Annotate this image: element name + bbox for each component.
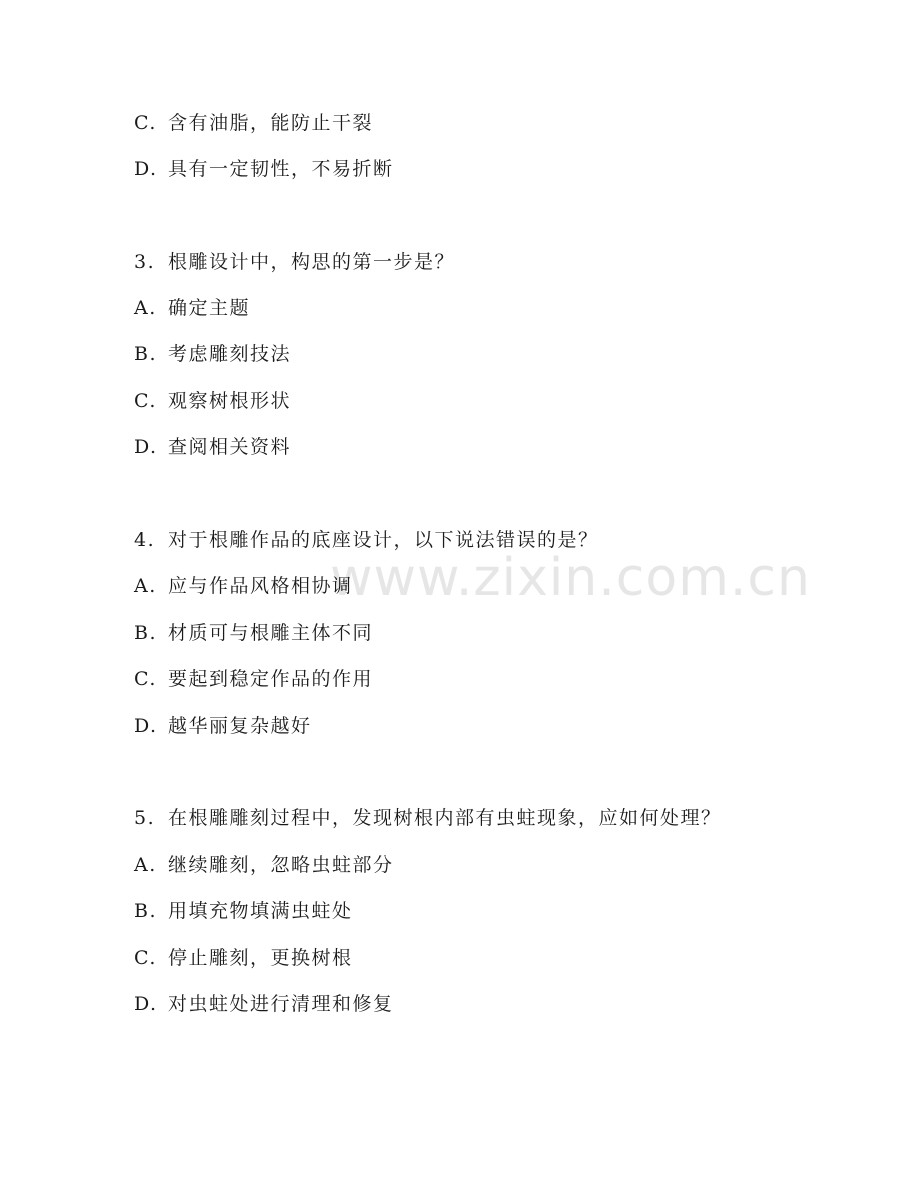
option-text: 含有油脂，能防止干裂 [168,112,374,134]
question-number: 4. [134,529,156,551]
option-label: A. [134,297,157,319]
q5-stem [134,806,722,830]
option-text: 确定主题 [168,297,251,319]
option-label: C. [134,947,157,969]
question-text: 在根雕雕刻过程中，发现树根内部有虫蛀现象，应如何处理？ [168,807,722,829]
q5-option-a [134,853,394,877]
option-label: B. [134,900,158,922]
question-text: 根雕设计中，构思的第一步是？ [168,251,456,273]
option-text: 具有一定韧性，不易折断 [168,158,394,180]
q3-option-a [134,296,250,320]
watermark: www.zixin.com.cn [330,548,811,608]
option-text: 继续雕刻，忽略虫蛀部分 [168,854,394,876]
q5-option-d [134,992,394,1016]
q2-option-c [134,111,373,135]
option-label: B. [134,622,158,644]
question-number: 5. [134,807,156,829]
q4-option-d [134,714,312,738]
option-text: 越华丽复杂越好 [168,715,312,737]
option-label: D. [134,158,158,180]
option-text: 应与作品风格相协调 [168,575,353,597]
option-label: C. [134,668,157,690]
option-text: 考虑雕刻技法 [168,343,292,365]
q4-option-c [134,667,373,691]
option-text: 材质可与根雕主体不同 [168,622,374,644]
q4-stem [134,528,599,552]
option-label: B. [134,343,158,365]
option-text: 停止雕刻，更换树根 [168,947,353,969]
q2-option-d [134,157,394,181]
q3-option-c [134,389,291,413]
q4-option-a [134,574,353,598]
question-number: 3. [134,251,156,273]
q3-option-b [134,342,291,366]
q3-option-d [134,435,291,459]
q5-option-c [134,946,353,970]
option-label: D. [134,436,158,458]
option-text: 查阅相关资料 [168,436,292,458]
option-label: C. [134,390,157,412]
option-label: A. [134,575,157,597]
option-text: 要起到稳定作品的作用 [168,668,374,690]
option-text: 对虫蛀处进行清理和修复 [168,993,394,1015]
question-text: 对于根雕作品的底座设计，以下说法错误的是？ [168,529,599,551]
q3-stem [134,250,455,274]
q4-option-b [134,621,373,645]
option-label: D. [134,993,158,1015]
option-label: C. [134,112,157,134]
q5-option-b [134,899,353,923]
option-label: D. [134,715,158,737]
option-text: 观察树根形状 [168,390,292,412]
option-label: A. [134,854,157,876]
option-text: 用填充物填满虫蛀处 [168,900,353,922]
